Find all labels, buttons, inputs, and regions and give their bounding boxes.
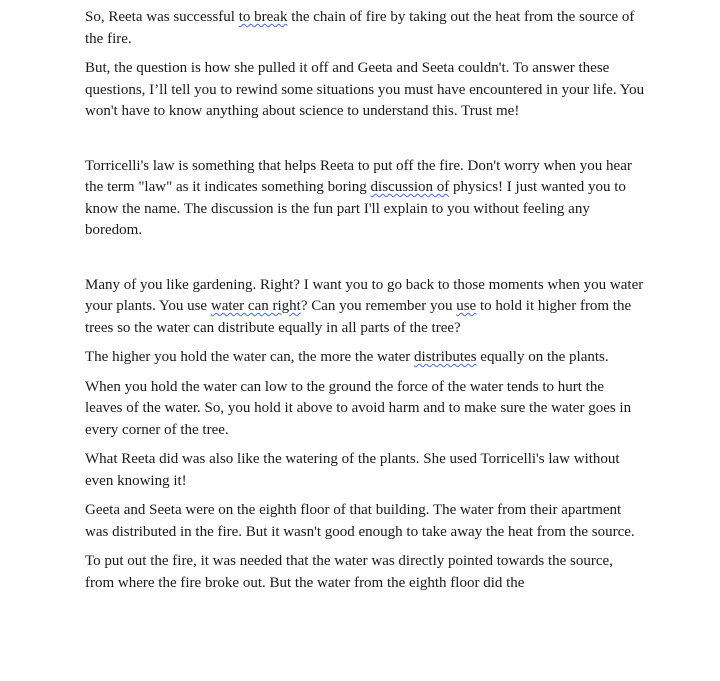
text-run: So, Reeta was successful bbox=[85, 9, 239, 25]
paragraph bbox=[85, 7, 645, 50]
paragraph bbox=[85, 58, 645, 123]
text-run: When you hold the water can low to the ground the force of the water tends to hurt the leaves of the water. So, you hold it above to avoid harm and to make sure the water goes in every corner of the tree. bbox=[85, 378, 632, 438]
paragraph bbox=[85, 551, 645, 594]
text-run: Geeta and Seeta were on the eighth floor of that building. The water from their apartment was distributed in the fire. But it wasn't good enough to take away the heat from the source. bbox=[85, 502, 635, 540]
paragraph bbox=[85, 347, 645, 369]
text-run: What Reeta did was also like the watering of the plants. She used Torricelli's law without even knowing it! bbox=[85, 451, 620, 489]
text-run: Many of you like gardening. Right? I want you to go back to those moments when you water your plants. You use bbox=[85, 276, 644, 314]
flagged-text[interactable]: discussion of bbox=[370, 179, 450, 195]
text-run: The higher you hold the water can, the more the water bbox=[85, 349, 415, 365]
flagged-text[interactable]: water can right bbox=[210, 298, 301, 314]
text-run: equally on the plants. bbox=[476, 349, 609, 365]
text-run: To put out the fire, it was needed that the water was directly pointed towards the source, from where the fire broke out. But the water from the eighth floor did the bbox=[85, 553, 613, 591]
text-run: the chain of fire by taking out the heat from the source of the fire. bbox=[85, 9, 635, 47]
flagged-text[interactable]: to break bbox=[238, 9, 288, 25]
text-run: to hold it higher from the trees so the water can distribute equally in all parts of the tree? bbox=[85, 298, 632, 336]
paragraph bbox=[85, 449, 645, 492]
paragraph bbox=[85, 377, 645, 442]
text-run: ? Can you remember you bbox=[300, 298, 457, 314]
paragraph bbox=[85, 500, 645, 543]
flagged-text[interactable]: use bbox=[456, 298, 477, 314]
flagged-text[interactable]: distributes bbox=[414, 349, 477, 365]
text-run: physics! I just wanted you to know the name. The discussion is the fun part I'll explain to you without feeling any boredom. bbox=[85, 179, 626, 238]
text-run: Torricelli's law is something that helps Reeta to put off the fire. Don't worry when you hear the term "law" as it indicates something boring bbox=[85, 157, 632, 195]
paragraph bbox=[85, 275, 645, 340]
text-run: But, the question is how she pulled it off and Geeta and Seeta couldn't. To answer these questions, I’ll tell you to rewind some situations you must have encountered in your life. You won't have to know anything about science to understand this. Trust me! bbox=[85, 60, 645, 119]
document-body bbox=[85, 7, 645, 602]
paragraph bbox=[85, 156, 645, 242]
